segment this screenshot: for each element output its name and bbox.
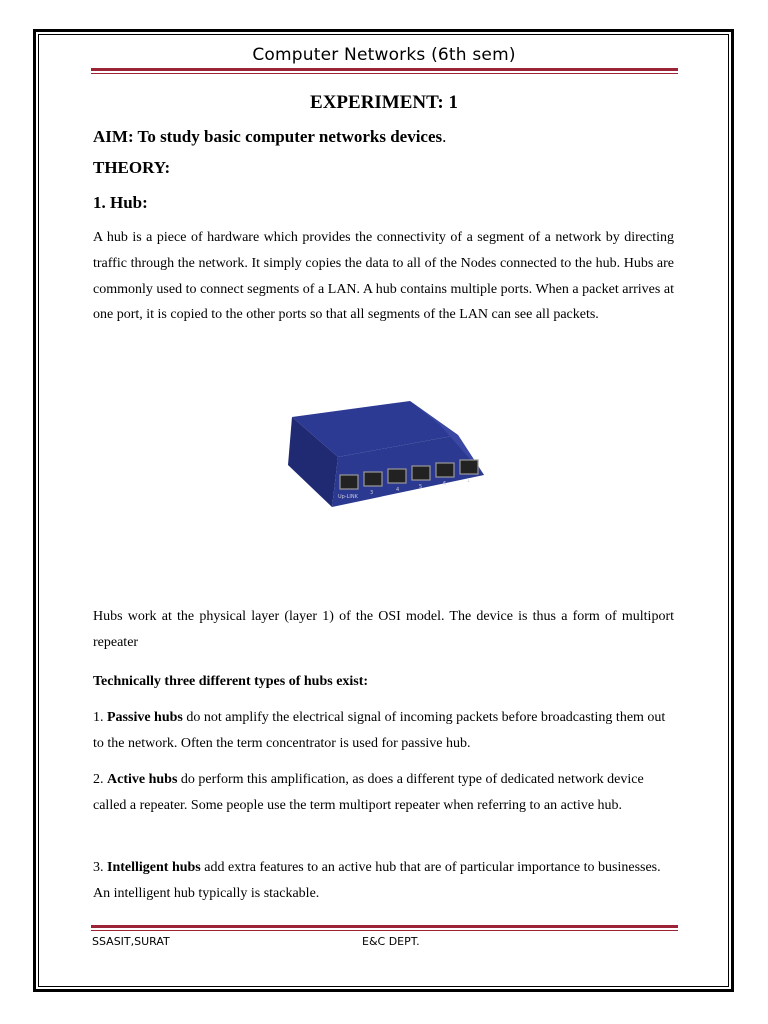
hub-type-text: do not amplify the electrical signal of incoming packets before broadcasting them out to the network. Often the term concentrator is used for passive hub. [93,710,666,751]
header-rule [91,68,678,74]
aim-line [93,127,446,147]
section-title-hub: 1. Hub: [93,193,148,212]
port-label-4: 5 [419,484,423,490]
hub-type-number: 2. [93,772,107,787]
hub-type-text: add extra features to an active hub that are of particular importance to businesses. An intelligent hub typically is stackable. [93,860,661,901]
hub-type-intelligent [93,855,674,907]
port-label-5: 6 [443,481,447,487]
aim-text: AIM: To study basic computer networks devices [93,127,443,146]
page-header-title: Computer Networks (6th sem) [252,45,516,65]
footer-department: E&C DEPT. [362,935,420,948]
hub-type-text: do perform this amplification, as does a different type of dedicated network device called a repeater. Some people use the term multiport repeater when referring to an active hub. [93,772,644,813]
hub-type-name: Active hubs [107,772,178,787]
hub-type-number: 3. [93,860,107,875]
port-label-3: 4 [396,487,400,493]
network-hub-photo [280,395,490,515]
experiment-title: EXPERIMENT: 1 [310,92,458,113]
aim-dot: . [442,127,447,146]
osi-paragraph: Hubs work at the physical layer (layer 1) of the OSI model. The device is thus a form of multiport repeater [93,609,674,650]
port-label-1: 1 [467,478,471,484]
footer-institution: SSASIT,SURAT [92,935,170,948]
hub-intro-paragraph: A hub is a piece of hardware which provides the connectivity of a segment of a network by directing traffic through the network. It simply copies the data to all of the Nodes connected to the hub. Hubs are commonly used to connect segments of a LAN. A hub contains multiple ports. When a packet arrives at one port, it is copied to the other ports so that all segments of the LAN can see all packets. [93,230,674,323]
hub-type-passive [93,705,674,757]
footer-rule [91,925,678,931]
port-label-2: 3 [370,490,374,496]
hub-types-heading: Technically three different types of hubs exist: [93,674,369,689]
theory-heading: THEORY: [93,158,171,177]
hub-type-name: Passive hubs [107,710,183,725]
hub-type-number: 1. [93,710,107,725]
port-label-uplink: Up-LINK [338,494,358,500]
hub-type-name: Intelligent hubs [107,860,201,875]
hub-type-active [93,767,674,819]
